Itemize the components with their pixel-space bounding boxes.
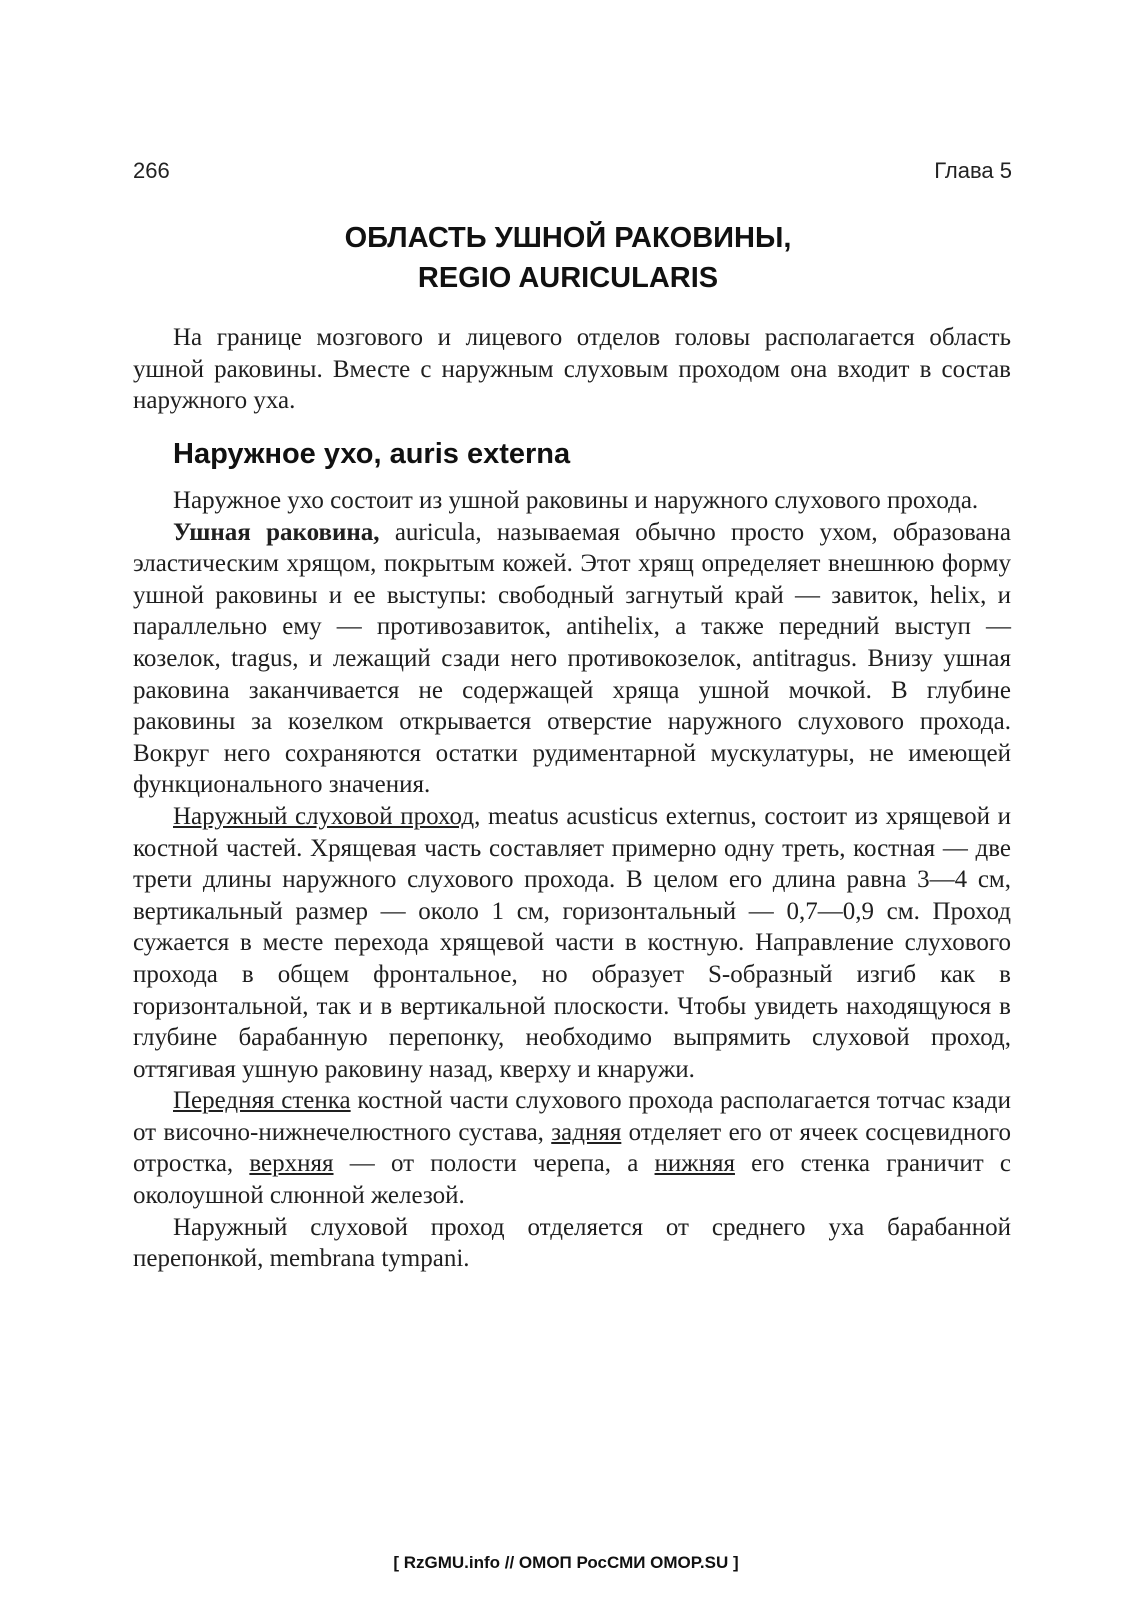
term-superior-wall: верхняя	[249, 1150, 334, 1178]
page-number: 266	[133, 158, 170, 183]
paragraph-meatus	[133, 801, 1011, 1085]
intro-block	[133, 322, 1011, 417]
walls-text-4: его стенка граничит с околоушной слюнной железой.	[133, 1150, 1011, 1210]
term-anterior-wall: Передняя стенка	[173, 1087, 351, 1115]
paragraph-tympanic: Наружный слуховой проход отделяется от среднего уха барабанной перепонкой, membrana tympani.	[133, 1213, 1011, 1273]
main-text	[133, 485, 1011, 1275]
section-title-line2: REGIO AURICULARIS	[417, 262, 719, 294]
walls-text-1: костной части слухового прохода располагается тотчас кзади от височно-нижнечелюстного сустава,	[133, 1087, 1012, 1146]
walls-text-3: — от полости черепа, а	[333, 1150, 655, 1178]
footer-watermark: [ RzGMU.info // ОМОП РосСМИ OMOP.SU ]	[393, 1553, 739, 1572]
walls-text-2: отделяет его от ячеек сосцевидного отростка,	[133, 1118, 1011, 1178]
term-inferior-wall: нижняя	[654, 1150, 735, 1178]
intro-paragraph: На границе мозгового и лицевого отделов головы располагается область ушной раковины. Вместе с наружным слуховым проходом она входит в состав наружного уха.	[133, 324, 1011, 415]
chapter-label: Глава 5	[934, 158, 1012, 183]
term-auricle: Ушная раковина,	[173, 518, 380, 546]
paragraph-auricle-text: auricula, называемая обычно просто ухом, образована эластическим хрящом, покрытым кожей. Этот хрящ определяет внешнюю форму ушной раковины и ее выступы: свободный загнутый край — завиток, helix, и параллельно ему — противозавиток, antihelix, а также передний выступ — козелок, tragus, и лежащий сзади него противокозелок, antitragus. Внизу ушная раковина заканчивается не содержащей хряща ушной мочкой. В глубине раковины за козелком открывается отверстие наружного слухового прохода. Вокруг него сохраняются остатки рудиментарной мускулатуры, не имеющей функционального значения.	[133, 518, 1011, 799]
section-title	[0, 218, 1132, 298]
paragraph-meatus-text: , meatus acusticus externus, состоит из хрящевой и костной частей. Хрящевая часть составляет примерно одну треть, костная — две трети длины наружного слухового прохода. В целом его длина равна 3—4 см, вертикальный размер — около 1 см, горизонтальный — 0,7—0,9 см. Проход сужается в месте перехода хрящевой части в костную. Направление слухового прохода в общем фронтальное, но образует S-образный изгиб как в горизонтальной, так и в вертикальной плоскости. Чтобы увидеть находящуюся в глубине барабанную перепонку, необходимо выпрямить слуховой проход, оттягивая ушную раковину назад, кверху и кнаружи.	[133, 802, 1011, 1083]
paragraph-auricle	[133, 517, 1011, 801]
subsection-heading: Наружное ухо, auris externa	[173, 438, 571, 470]
paragraph-outer-ear: Наружное ухо состоит из ушной раковины и наружного слухового прохода.	[173, 487, 979, 514]
term-meatus: Наружный слуховой проход	[173, 802, 475, 830]
section-title-line1: ОБЛАСТЬ УШНОЙ РАКОВИНЫ,	[344, 222, 792, 254]
paragraph-walls	[133, 1085, 1011, 1211]
term-posterior-wall: задняя	[551, 1118, 622, 1146]
